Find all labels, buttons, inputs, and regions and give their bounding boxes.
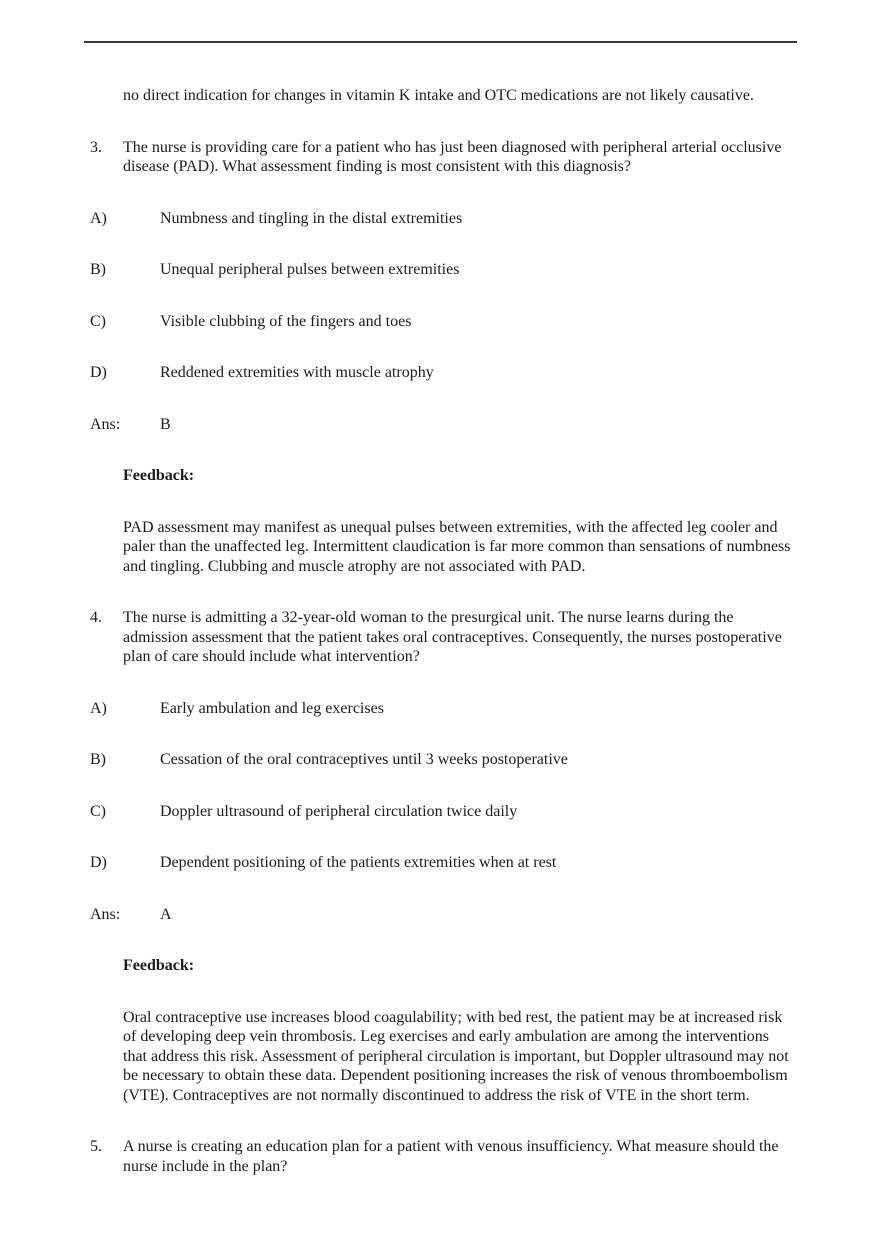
answer-row bbox=[90, 905, 796, 925]
option-d bbox=[90, 363, 796, 383]
header-rule bbox=[84, 41, 797, 43]
option-text: Visible clubbing of the fingers and toes bbox=[160, 312, 412, 330]
option-label: D) bbox=[90, 854, 107, 871]
option-a bbox=[90, 699, 796, 719]
option-c bbox=[90, 312, 796, 332]
answer-row bbox=[90, 415, 796, 435]
option-label: A) bbox=[90, 699, 107, 717]
question-5 bbox=[90, 1137, 796, 1176]
question-stem-row bbox=[90, 138, 796, 177]
feedback-text: Oral contraceptive use increases blood coagulability; with bed rest, the patient may be at increased risk of developing deep vein thrombosis. Leg exercises and early ambulation are among the interventions that address this risk. Assessment of peripheral circulation is important, but Doppler ultrasound may not be necessary to obtain these data. Dependent positioning increases the risk of venous thromboembolism (VTE). Contraceptives are not normally discontinued to address the risk of VTE in the short term. bbox=[123, 1008, 789, 1104]
option-a bbox=[90, 209, 796, 229]
option-label: A) bbox=[90, 209, 107, 227]
option-d bbox=[90, 853, 796, 873]
question-number: 4. bbox=[90, 609, 102, 626]
option-b bbox=[90, 260, 796, 280]
answer-value: B bbox=[160, 415, 171, 433]
question-stem-row bbox=[90, 608, 796, 667]
feedback-text: PAD assessment may manifest as unequal pulses between extremities, with the affected leg cooler and paler than the unaffected leg. Intermittent claudication is far more common than sensations of numbness and tingling. Clubbing and muscle atrophy are not associated with PAD. bbox=[123, 518, 791, 575]
answer-label: Ans: bbox=[90, 905, 121, 923]
question-stem: The nurse is admitting a 32-year-old woman to the presurgical unit. The nurse learns during the admission assessment that the patient takes oral contraceptives. Consequently, the nurses postoperative plan of care should include what intervention? bbox=[123, 609, 782, 665]
option-text: Doppler ultrasound of peripheral circulation twice daily bbox=[160, 802, 518, 820]
option-text: Unequal peripheral pulses between extremities bbox=[160, 261, 460, 278]
option-label: C) bbox=[90, 312, 106, 330]
answer-value: A bbox=[160, 905, 172, 923]
option-text: Dependent positioning of the patients extremities when at rest bbox=[160, 854, 557, 871]
continuation-text: no direct indication for changes in vitamin K intake and OTC medications are not likely causative. bbox=[123, 87, 754, 104]
option-c bbox=[90, 802, 796, 822]
feedback-heading: Feedback: bbox=[123, 467, 195, 484]
option-text: Reddened extremities with muscle atrophy bbox=[160, 364, 434, 381]
option-text: Numbness and tingling in the distal extremities bbox=[160, 209, 463, 227]
question-stem: A nurse is creating an education plan for a patient with venous insufficiency. What measure should the nurse include in the plan? bbox=[123, 1138, 779, 1175]
option-label: D) bbox=[90, 364, 107, 381]
feedback-heading: Feedback: bbox=[123, 957, 195, 974]
question-4 bbox=[90, 608, 796, 1105]
question-stem-row bbox=[90, 1137, 796, 1176]
answer-label: Ans: bbox=[90, 415, 121, 433]
option-label: C) bbox=[90, 802, 106, 820]
option-label: B) bbox=[90, 261, 106, 278]
option-text: Cessation of the oral contraceptives until 3 weeks postoperative bbox=[160, 751, 568, 768]
option-label: B) bbox=[90, 751, 106, 768]
page-content bbox=[90, 86, 796, 1208]
question-3 bbox=[90, 138, 796, 577]
question-number: 5. bbox=[90, 1138, 102, 1155]
question-number: 3. bbox=[90, 138, 102, 156]
option-b bbox=[90, 750, 796, 770]
question-stem: The nurse is providing care for a patient who has just been diagnosed with peripheral arterial occlusive disease (PAD). What assessment finding is most consistent with this diagnosis? bbox=[123, 138, 782, 175]
option-text: Early ambulation and leg exercises bbox=[160, 699, 384, 717]
